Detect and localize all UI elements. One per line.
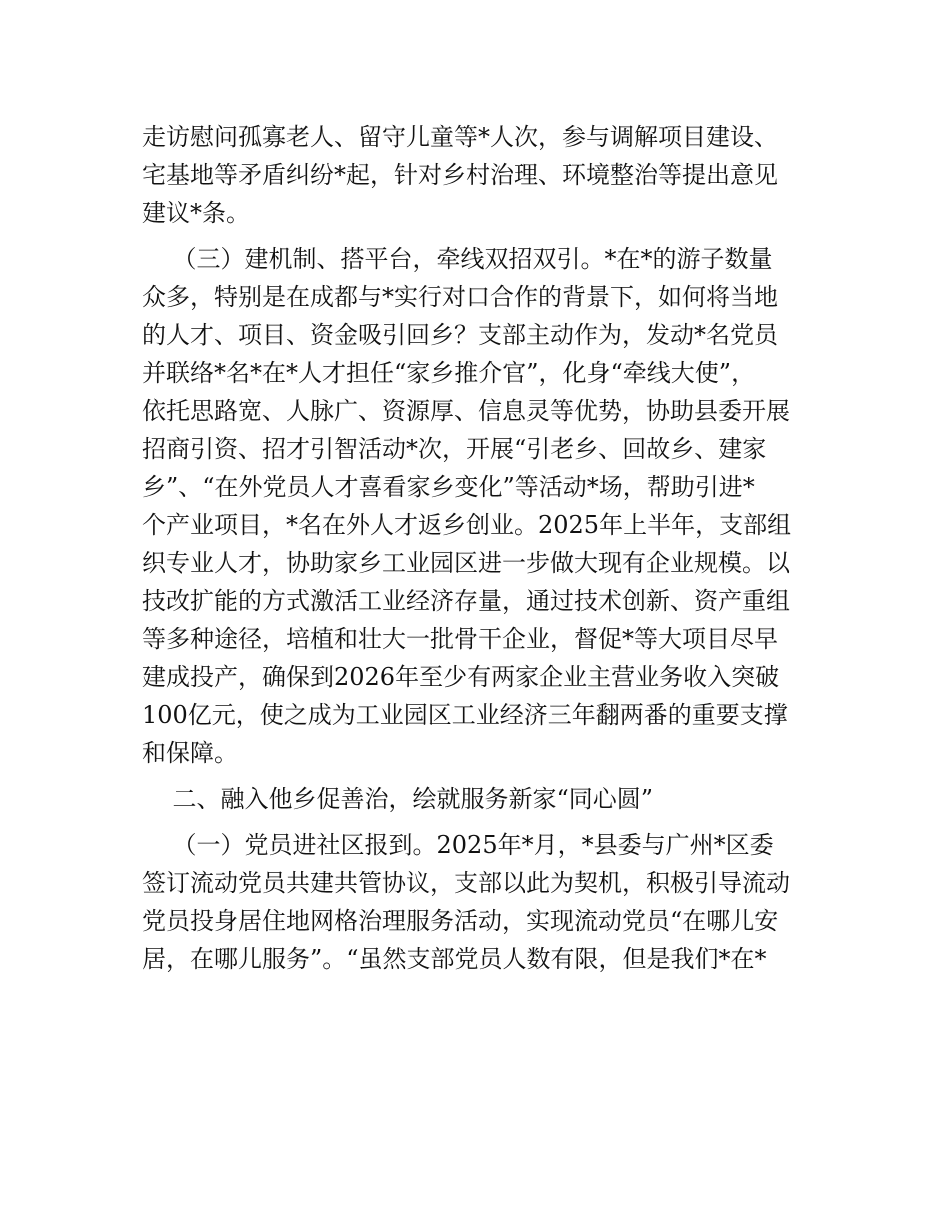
text-line: 100亿元，使之成为工业园区工业经济三年翻两番的重要支撑 <box>142 701 788 729</box>
text-line: 众多，特别是在成都与*实行对口合作的背景下，如何将当地 <box>142 283 778 311</box>
section-heading-two <box>142 780 812 818</box>
text-line: 居，在哪儿服务”。“虽然支部党员人数有限，但是我们*在* <box>142 945 767 973</box>
paragraph-community-report <box>142 826 812 978</box>
document-body <box>142 118 812 978</box>
text-line: 乡”、“在外党员人才喜看家乡变化”等活动*场，帮助引进* <box>142 473 755 501</box>
text-line: 等多种途径，培植和壮大一批骨干企业，督促*等大项目尽早 <box>142 625 778 653</box>
text-line: 宅基地等矛盾纠纷*起，针对乡村治理、环境整治等提出意见 <box>142 161 778 189</box>
text-line: 织专业人才，协助家乡工业园区进一步做大现有企业规模。以 <box>142 549 790 577</box>
text-line: 走访慰问孤寡老人、留守儿童等*人次，参与调解项目建设、 <box>142 123 778 151</box>
text-line: 依托思路宽、人脉广、资源厚、信息灵等优势，协助县委开展 <box>142 397 790 425</box>
text-line: 和保障。 <box>142 739 238 767</box>
paragraph-section-three <box>142 240 812 772</box>
text-line: （一）党员进社区报到。2025年*月，*县委与广州*区委 <box>142 831 774 859</box>
paragraph-visits <box>142 118 812 232</box>
text-line: 并联络*名*在*人才担任“家乡推介官”，化身“牵线大使”， <box>142 359 756 387</box>
heading-line: 二、融入他乡促善治，绘就服务新家“同心圆” <box>142 785 654 813</box>
text-line: 技改扩能的方式激活工业经济存量，通过技术创新、资产重组 <box>142 587 790 615</box>
text-line: 个产业项目，*名在外人才返乡创业。2025年上半年，支部组 <box>142 511 792 539</box>
text-line: 招商引资、招才引智活动*次，开展“引老乡、回故乡、建家 <box>142 435 767 463</box>
text-line: 党员投身居住地网格治理服务活动，实现流动党员“在哪儿安 <box>142 907 779 935</box>
text-line: （三）建机制、搭平台，牵线双招双引。*在*的游子数量 <box>142 245 773 273</box>
text-line: 的人才、项目、资金吸引回乡？支部主动作为，发动*名党员 <box>142 321 778 349</box>
text-line: 建议*条。 <box>142 199 250 227</box>
text-line: 签订流动党员共建共管协议，支部以此为契机，积极引导流动 <box>142 869 790 897</box>
text-line: 建成投产，确保到2026年至少有两家企业主营业务收入突破 <box>142 663 780 691</box>
